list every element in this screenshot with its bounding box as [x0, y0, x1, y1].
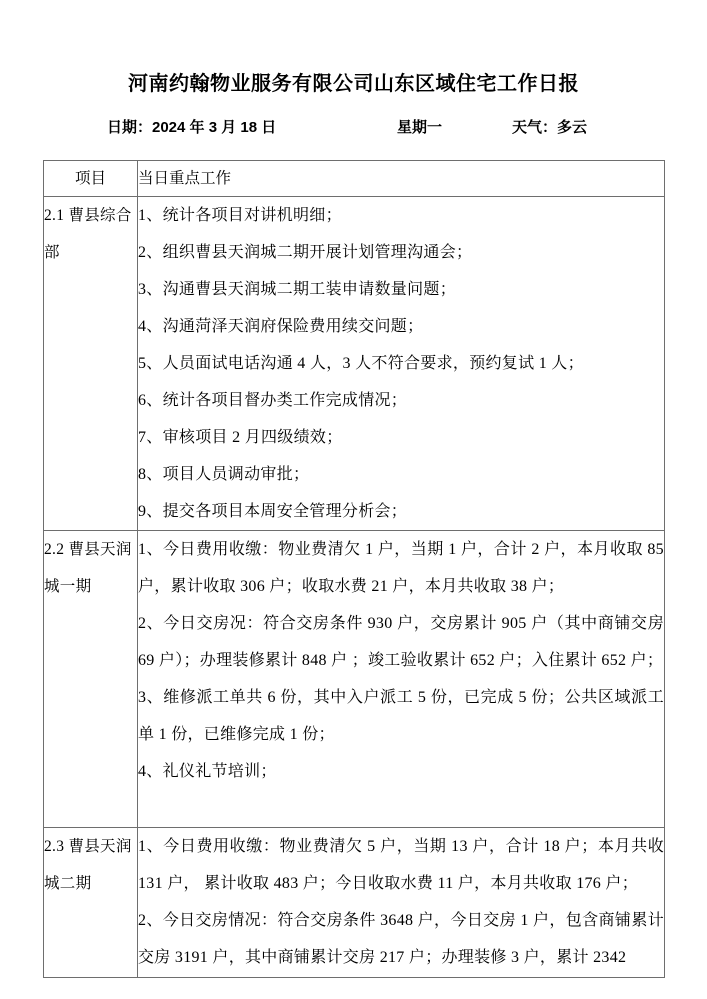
work-item: 6、统计各项目督办类工作完成情况；	[138, 392, 408, 409]
page-title: 河南约翰物业服务有限公司山东区域住宅工作日报	[128, 73, 579, 95]
table-row	[44, 828, 665, 978]
work-item: 4、沟通菏泽天润府保险费用续交问题；	[138, 318, 424, 335]
project-cell: 2.1 曹县综合部	[44, 197, 138, 531]
table-row	[44, 531, 665, 828]
work-item: 9、提交各项目本周安全管理分析会；	[138, 503, 408, 520]
project-column-header: 项目	[44, 161, 138, 197]
work-item: 3、沟通曹县天润城二期工装申请数量问题；	[138, 281, 457, 298]
daily-report-table	[43, 160, 665, 978]
work-item: 4、礼仪礼节培训；	[138, 763, 277, 780]
report-weather: 天气：多云	[512, 119, 588, 136]
date-line	[0, 117, 707, 139]
work-item: 2、组织曹县天润城二期开展计划管理沟通会；	[138, 244, 473, 261]
work-item: 1、今日费用收缴：物业费清欠 5 户，当期 13 户，合计 18 户；本月共收 131 户， 累计收取 483 户；今日收取水费 11 户，本月共收取 176 户；	[138, 838, 664, 892]
work-cell	[138, 828, 665, 978]
work-item: 5、人员面试电话沟通 4 人，3 人不符合要求，预约复试 1 人；	[138, 355, 584, 372]
work-item: 1、统计各项目对讲机明细；	[138, 207, 342, 224]
work-item: 1、今日费用收缴：物业费清欠 1 户，当期 1 户，合计 2 户，本月收取 85 户，累计收取 306 户；收取水费 21 户，本月共收取 38 户；	[138, 541, 664, 595]
project-cell: 2.2 曹县天润城一期	[44, 531, 138, 828]
work-item: 2、今日交房况：符合交房条件 930 户，交房累计 905 户（其中商铺交房 69 户）；办理装修累计 848 户 ；竣工验收累计 652 户；入住累计 652 户；	[138, 615, 664, 669]
work-item: 7、审核项目 2 月四级绩效；	[138, 429, 343, 446]
table-header-row	[44, 161, 665, 197]
work-column-header: 当日重点工作	[138, 161, 665, 197]
report-date: 日期：2024 年 3 月 18 日	[107, 119, 277, 136]
report-weekday: 星期一	[397, 119, 443, 136]
table-body	[44, 197, 665, 978]
work-item: 3、维修派工单共 6 份，其中入户派工 5 份，已完成 5 份；公共区域派工单 1 份，已维修完成 1 份；	[138, 689, 664, 743]
work-cell	[138, 197, 665, 531]
work-item: 8、项目人员调动审批；	[138, 466, 310, 483]
project-cell: 2.3 曹县天润城二期	[44, 828, 138, 978]
work-item: 2、今日交房情况：符合交房条件 3648 户，今日交房 1 户，包含商铺累计交房 3191 户，其中商铺累计交房 217 户；办理装修 3 户，累计 2342	[138, 912, 664, 966]
work-cell	[138, 531, 665, 828]
table-row	[44, 197, 665, 531]
